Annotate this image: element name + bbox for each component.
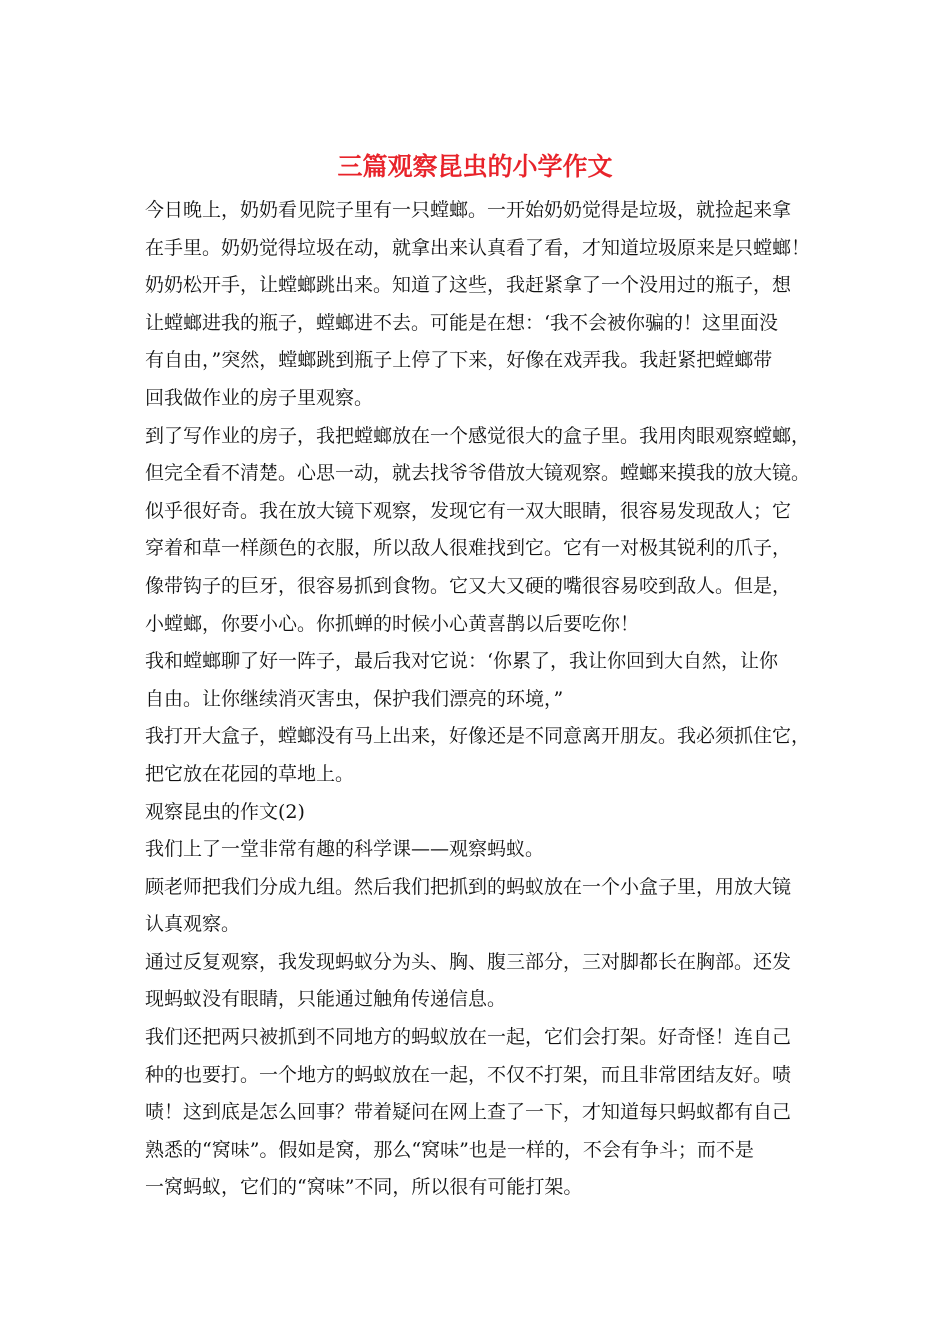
text-line: 我和螳螂聊了好一阵子，最后我对它说：‘你累了，我让你回到大自然，让你 bbox=[145, 650, 779, 673]
text-line: 种的也要打。一个地方的蚂蚁放在一起，不仅不打架，而且非常团结友好。啧 bbox=[145, 1063, 792, 1086]
text-line: 让螳螂进我的瓶子，螳螂进不去。可能是在想：‘我不会被你骗的！这里面没 bbox=[145, 311, 779, 334]
text-line: 有自由，”突然，螳螂跳到瓶子上停了下来，好像在戏弄我。我赶紧把螳螂带 bbox=[145, 349, 773, 372]
text-line: 熟悉的“窝味”。假如是窝，那么“窝味”也是一样的，不会有争斗；而不是 bbox=[145, 1138, 754, 1161]
text-line: 啧！这到底是怎么回事？带着疑问在网上查了一下，才知道每只蚂蚁都有自己 bbox=[145, 1101, 792, 1124]
text-line: 似乎很好奇。我在放大镜下观察，发现它有一双大眼睛，很容易发现敌人；它 bbox=[145, 499, 792, 522]
text-line: 把它放在花园的草地上。 bbox=[145, 762, 355, 785]
text-line: 今日晚上，奶奶看见院子里有一只螳螂。一开始奶奶觉得是垃圾，就捡起来拿 bbox=[145, 199, 792, 221]
text-line: 顾老师把我们分成九组。然后我们把抓到的蚂蚁放在一个小盒子里，用放大镜 bbox=[145, 875, 792, 898]
text-line: 自由。让你继续消灭害虫，保护我们漂亮的环境，” bbox=[145, 687, 564, 710]
text-line: 小螳螂，你要小心。你抓蝉的时候小心黄喜鹊以后要吃你！ bbox=[145, 612, 640, 635]
text-line: 一窝蚂蚁，它们的“窝味”不同，所以很有可能打架。 bbox=[145, 1176, 583, 1199]
text-line: 在手里。奶奶觉得垃圾在动，就拿出来认真看了看，才知道垃圾原来是只螳螂！ bbox=[145, 236, 811, 259]
text-line: 我们还把两只被抓到不同地方的蚂蚁放在一起，它们会打架。好奇怪！连自己 bbox=[145, 1026, 792, 1049]
text-line: 观察昆虫的作文(2) bbox=[145, 800, 305, 823]
text-line: 认真观察。 bbox=[145, 913, 241, 936]
text-line: 回我做作业的房子里观察。 bbox=[145, 386, 374, 409]
text-line: 通过反复观察，我发现蚂蚁分为头、胸、腹三部分，三对脚都长在胸部。还发 bbox=[145, 950, 792, 973]
document-title: 三篇观察昆虫的小学作文 bbox=[337, 152, 613, 181]
text-line: 像带钩子的巨牙，很容易抓到食物。它又大又硬的嘴很容易咬到敌人。但是， bbox=[145, 574, 792, 597]
document-body bbox=[145, 192, 815, 1207]
text-line: 穿着和草一样颜色的衣服，所以敌人很难找到它。它有一对极其锐利的爪子， bbox=[145, 537, 792, 560]
text-line: 现蚂蚁没有眼睛，只能通过触角传递信息。 bbox=[145, 988, 507, 1011]
text-line: 奶奶松开手，让螳螂跳出来。知道了这些，我赶紧拿了一个没用过的瓶子，想 bbox=[145, 274, 792, 297]
text-line: 到了写作业的房子，我把螳螂放在一个感觉很大的盒子里。我用肉眼观察螳螂， bbox=[145, 424, 811, 447]
text-line: 我打开大盒子，螳螂没有马上出来，好像还是不同意离开朋友。我必须抓住它， bbox=[145, 725, 811, 748]
text-line: 但完全看不清楚。心思一动，就去找爷爷借放大镜观察。螳螂来摸我的放大镜。 bbox=[145, 462, 811, 485]
text-line: 我们上了一堂非常有趣的科学课——观察蚂蚁。 bbox=[145, 838, 545, 861]
